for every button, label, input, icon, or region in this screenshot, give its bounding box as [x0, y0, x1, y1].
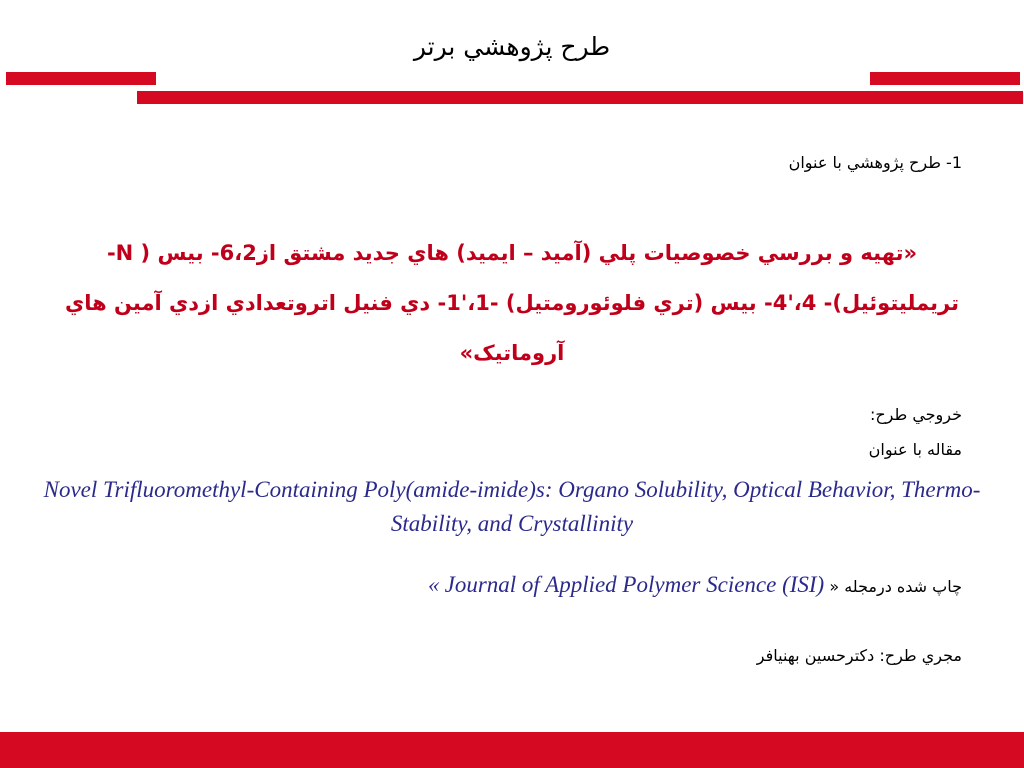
decorative-bar-top-left [6, 72, 156, 85]
journal-name: Journal of Applied Polymer Science (ISI) [444, 572, 825, 597]
published-label: چاپ شده درمجله « [829, 577, 962, 596]
decorative-bar-top-long [137, 91, 1023, 104]
slide-title: طرح پژوهشي برتر [413, 32, 611, 61]
project-heading: 1- طرح پژوهشي با عنوان [788, 153, 962, 172]
decorative-bar-top-right [870, 72, 1020, 85]
output-label: خروجي طرح: [869, 405, 962, 424]
journal-line [428, 572, 962, 598]
decorative-bar-bottom [0, 732, 1024, 768]
journal-close-quote: » [428, 572, 440, 597]
project-title: «تهيه و بررسي خصوصيات پلي (آميد – ايميد) هاي جديد مشتق از6،2- بيس ( N- تريمليتوئيل)- 4،'4- بيس (تري فلوئورومتيل) -1،'1- دي فنيل اتروتعدادي ازدي آمين هاي آروماتيک» [65, 241, 959, 365]
project-executor: مجري طرح: دكترحسين بهنيافر [756, 646, 962, 665]
article-title: Novel Trifluoromethyl-Containing Poly(amide-imide)s: Organo Solubility, Optical Behavior, Thermo-Stability, and Crystallinity [43, 477, 981, 536]
article-label: مقاله با عنوان [868, 440, 962, 459]
